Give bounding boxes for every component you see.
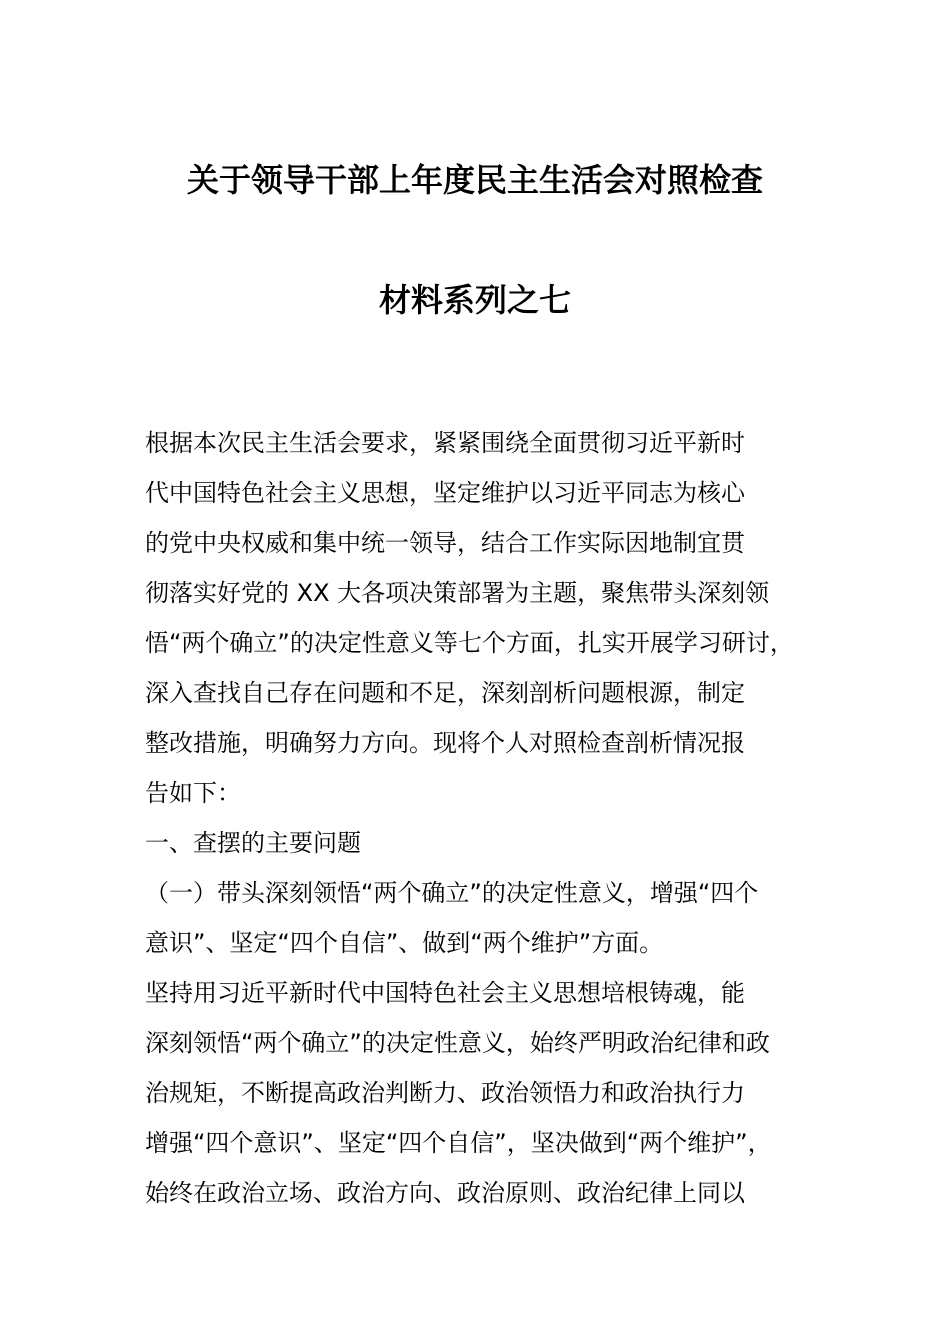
document-title-line-1: 关于领导干部上年度民主生活会对照检查 [186, 161, 763, 199]
body-line: 的党中央权威和集中统一领导，结合工作实际因地制宜贯 [145, 529, 745, 557]
document-body [145, 418, 815, 1218]
body-line: 彻落实好党的 XX 大各项决策部署为主题，聚焦带头深刻领 [145, 579, 770, 607]
body-line: 深刻领悟“两个确立”的决定性意义，始终严明政治纪律和政 [145, 1029, 770, 1057]
body-line: 告如下： [145, 779, 241, 807]
subsection-heading-line: 意识”、坚定“四个自信”、做到“两个维护”方面。 [145, 929, 664, 957]
section-heading: 一、查摆的主要问题 [145, 829, 361, 857]
body-line: 治规矩，不断提高政治判断力、政治领悟力和政治执行力 [145, 1079, 745, 1107]
document-title-line-2: 材料系列之七 [378, 281, 571, 319]
body-line: 坚持用习近平新时代中国特色社会主义思想培根铸魂，能 [145, 979, 745, 1007]
body-line: 深入查找自己存在问题和不足，深刻剖析问题根源，制定 [145, 679, 745, 707]
body-line: 悟“两个确立”的决定性意义等七个方面，扎实开展学习研讨， [145, 629, 794, 657]
body-line: 始终在政治立场、政治方向、政治原则、政治纪律上同以 [145, 1179, 745, 1207]
body-line: 增强“四个意识”、坚定“四个自信”，坚决做到“两个维护”， [145, 1129, 772, 1157]
body-line: 整改措施，明确努力方向。现将个人对照检查剖析情况报 [145, 729, 745, 757]
body-line: 根据本次民主生活会要求，紧紧围绕全面贯彻习近平新时 [145, 429, 745, 457]
body-line: 代中国特色社会主义思想，坚定维护以习近平同志为核心 [145, 479, 745, 507]
subsection-heading-line: （一）带头深刻领悟“两个确立”的决定性意义，增强“四个 [145, 879, 759, 907]
